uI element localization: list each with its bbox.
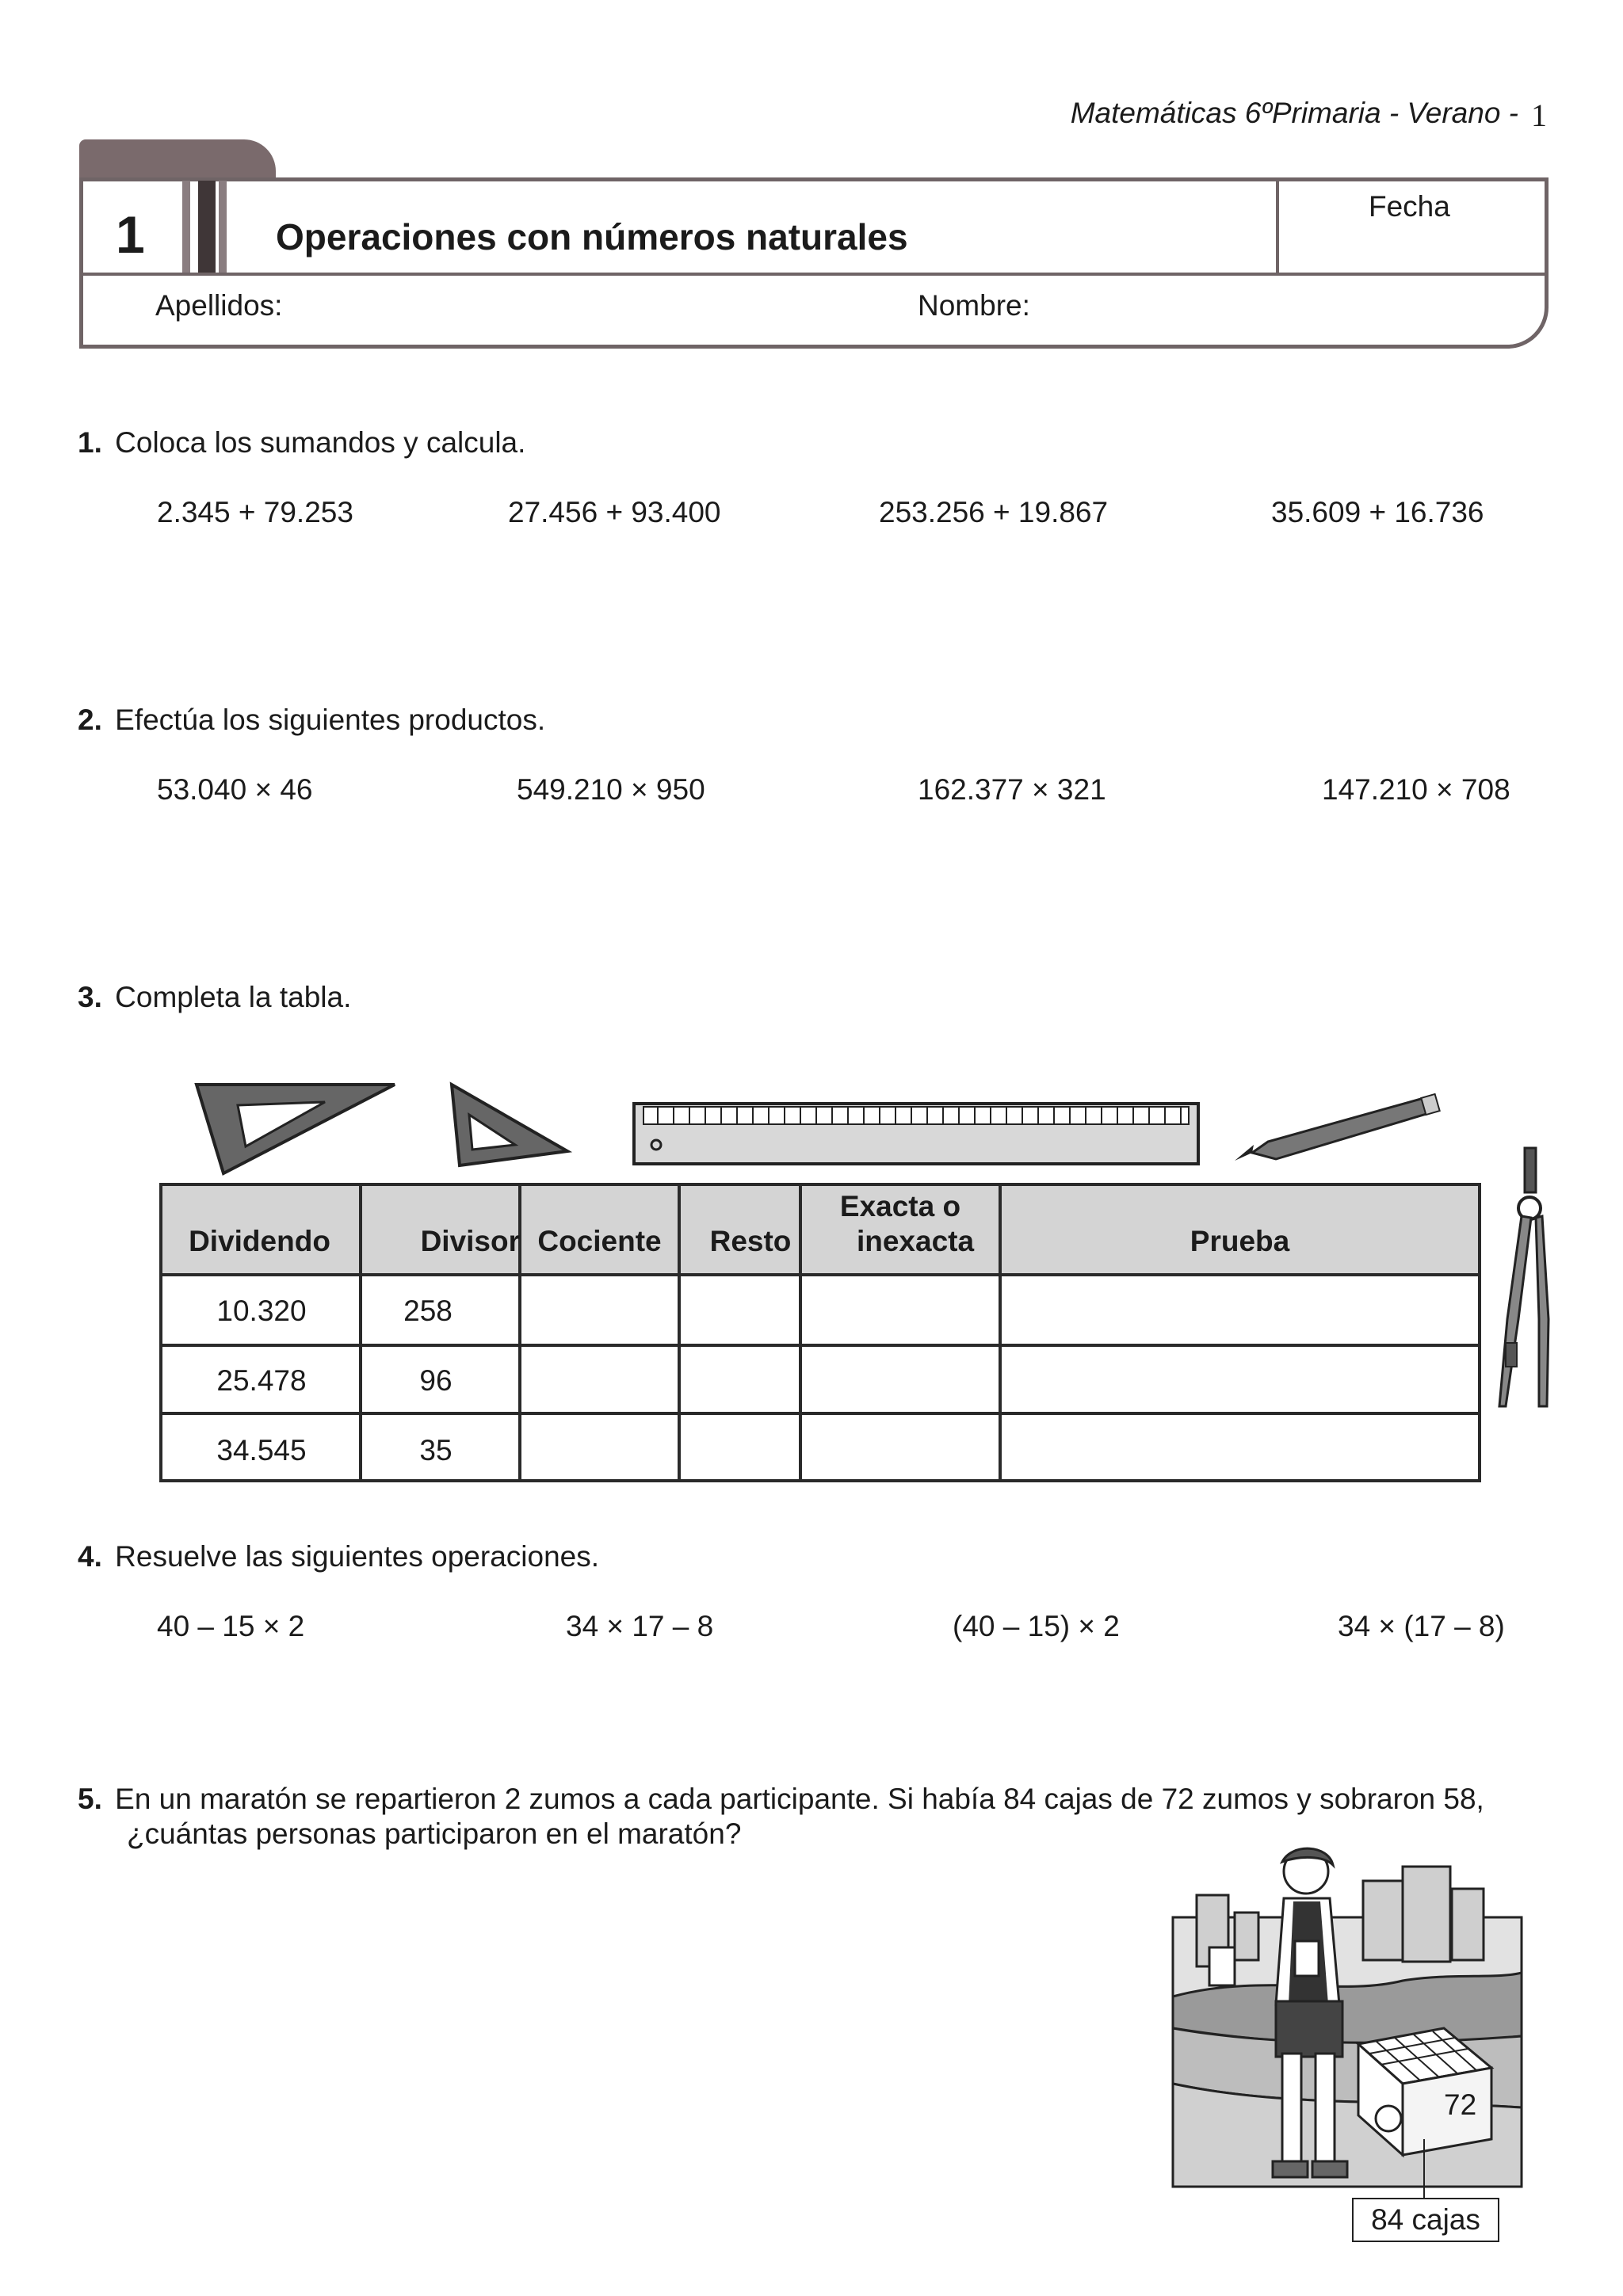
operation: 2.345 + 79.253 [157, 496, 353, 528]
title-bar-decoration [219, 181, 227, 273]
label-72: 72 [1444, 2088, 1477, 2121]
exercise-text: En un maratón se repartieron 2 zumos a cada participante. Si había 84 cajas de 72 zumos y sobraron 58, [115, 1783, 1484, 1815]
operation: 34 × (17 – 8) [1338, 1610, 1505, 1642]
th-resto: Resto [709, 1225, 792, 1257]
operation: (40 – 15) × 2 [953, 1610, 1120, 1642]
th-dividendo: Dividendo [189, 1225, 330, 1257]
operation: 35.609 + 16.736 [1271, 496, 1484, 528]
compass-icon [1499, 1148, 1549, 1406]
title-box-divider [79, 273, 1549, 276]
title-box [79, 177, 1549, 349]
cell-dividendo: 10.320 [216, 1295, 307, 1327]
runner-illustration [1165, 1846, 1537, 2195]
cell-dividendo: 34.545 [216, 1434, 307, 1466]
exercise-text: Completa la tabla. [115, 981, 352, 1013]
exercise-number: 5. [78, 1783, 102, 1815]
apellidos-label: Apellidos: [155, 289, 283, 322]
ruler-icon [634, 1104, 1198, 1164]
exercise-4 [78, 1540, 599, 1573]
th-divisor: Divisor [420, 1225, 520, 1257]
division-table [158, 1182, 1482, 1483]
exercise-5-line2: ¿cuántas personas participaron en el maratón? [127, 1817, 742, 1850]
exercise-2 [78, 704, 545, 737]
page-title: Operaciones con números naturales [276, 216, 908, 257]
th-exacta-line2: inexacta [856, 1225, 975, 1257]
small-set-square-icon [452, 1085, 567, 1165]
exercise-1 [78, 426, 525, 460]
operation: 27.456 + 93.400 [508, 496, 721, 528]
nombre-label: Nombre: [918, 289, 1030, 322]
exercise-number: 1. [78, 426, 102, 459]
operation: 53.040 × 46 [157, 773, 313, 806]
title-bar-decoration [182, 181, 190, 273]
cell-divisor: 35 [419, 1434, 453, 1466]
exercise-text: Resuelve las siguientes operaciones. [115, 1540, 600, 1573]
operation: 40 – 15 × 2 [157, 1610, 305, 1642]
exercise-number: 4. [78, 1540, 102, 1573]
set-square-icon [197, 1085, 395, 1173]
operation: 549.210 × 950 [517, 773, 705, 806]
exercise-number: 2. [78, 704, 102, 736]
unit-number: 1 [116, 205, 145, 264]
exercise-3 [78, 981, 351, 1014]
fecha-label: Fecha [1369, 190, 1450, 223]
th-cociente: Cociente [537, 1225, 662, 1257]
exercise-text: Efectúa los siguientes productos. [115, 704, 546, 736]
th-prueba: Prueba [1190, 1225, 1290, 1257]
page-number: 1 [1531, 97, 1547, 133]
cell-dividendo: 25.478 [216, 1364, 307, 1397]
fecha-divider [1276, 181, 1279, 274]
exercise-5 [78, 1783, 1484, 1816]
th-exacta-line1: Exacta o [839, 1190, 961, 1222]
label-pointer-line [1423, 2139, 1425, 2199]
cell-divisor: 96 [419, 1364, 453, 1397]
running-header: Matemáticas 6ºPrimaria - Verano - [1070, 97, 1518, 129]
exercise-text: Coloca los sumandos y calcula. [115, 426, 526, 459]
operation: 147.210 × 708 [1322, 773, 1510, 806]
cell-divisor: 258 [403, 1295, 453, 1327]
label-84-cajas: 84 cajas [1352, 2198, 1499, 2242]
operation: 162.377 × 321 [918, 773, 1106, 806]
operation: 34 × 17 – 8 [566, 1610, 714, 1642]
exercise-number: 3. [78, 981, 102, 1013]
operation: 253.256 + 19.867 [879, 496, 1109, 528]
pencil-icon [1235, 1094, 1440, 1161]
title-bar-decoration [198, 181, 216, 273]
